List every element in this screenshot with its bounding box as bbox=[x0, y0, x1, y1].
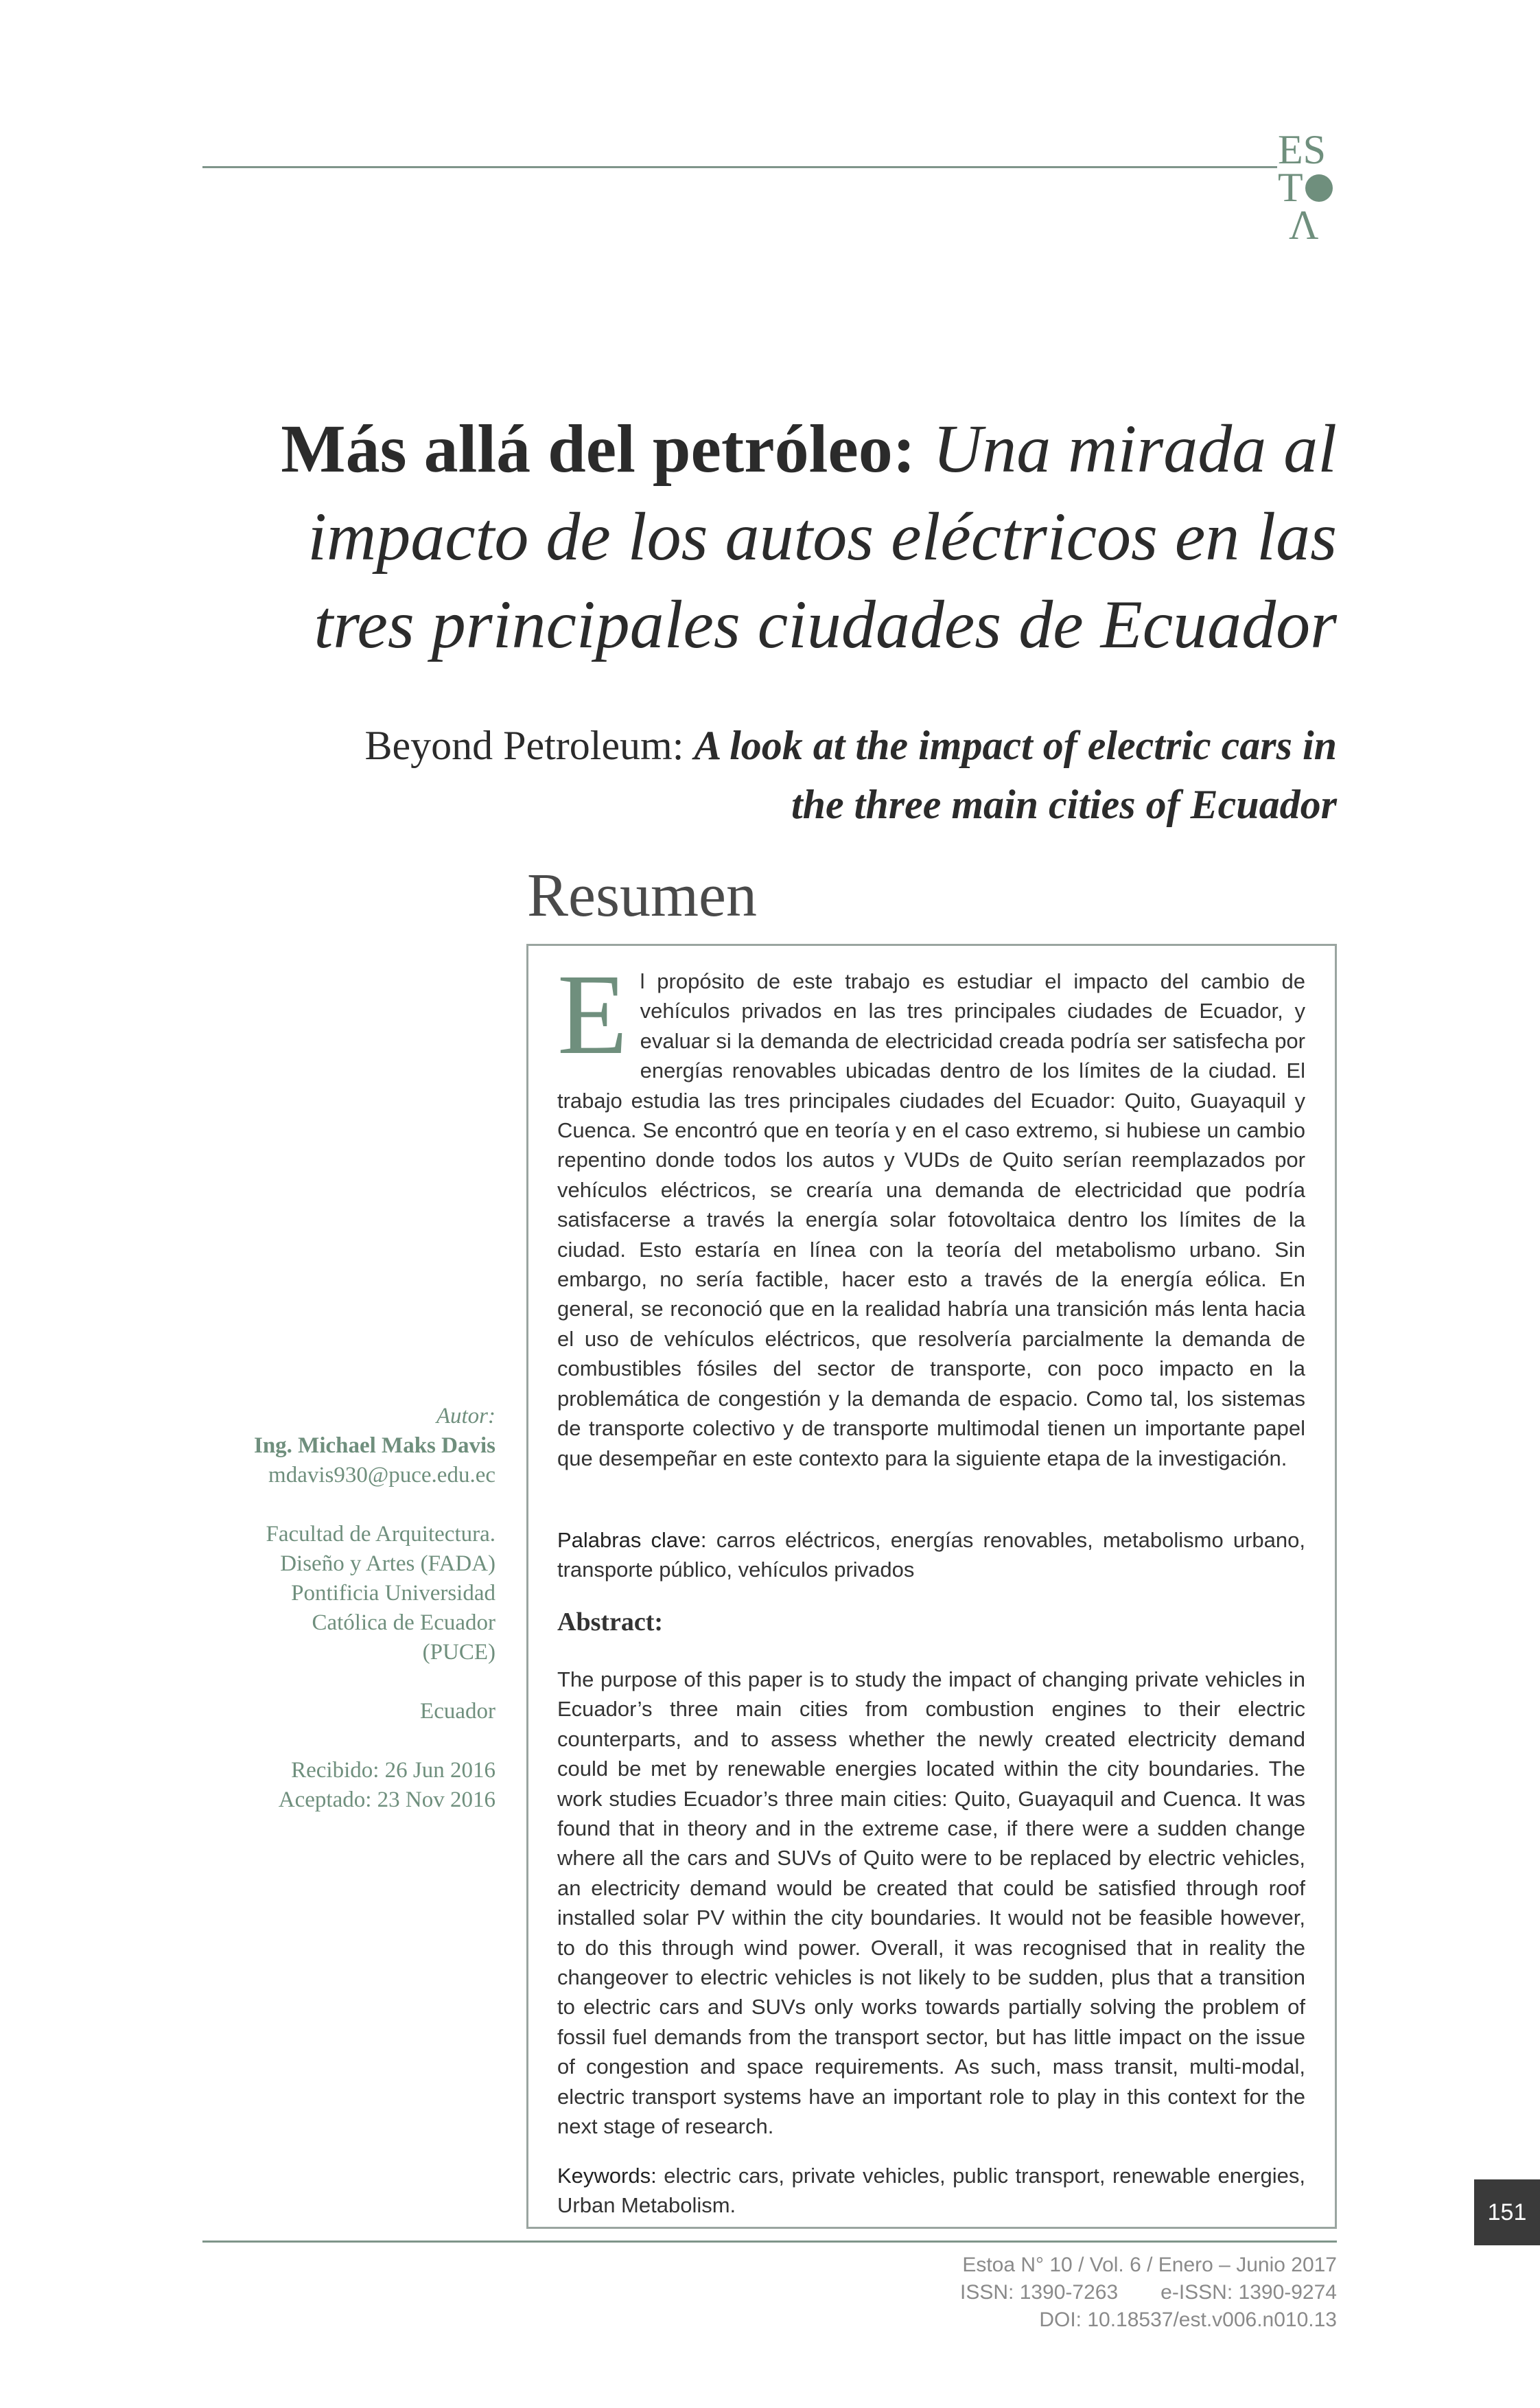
affiliation-line: Facultad de Arquitectura. bbox=[266, 1522, 495, 1547]
received-date: Recibido: 26 Jun 2016 bbox=[291, 1758, 495, 1783]
title-en-bold: Beyond Petroleum: bbox=[364, 723, 684, 768]
footer-journal: Estoa N° 10 / Vol. 6 / Enero – Junio 2017 bbox=[962, 2254, 1337, 2276]
page-number: 151 bbox=[1474, 2179, 1540, 2245]
title-en-line1: A look at the impact of electric cars in bbox=[694, 723, 1337, 768]
drop-cap: E bbox=[557, 951, 628, 1078]
logo-line1: ES bbox=[1278, 127, 1327, 172]
author-email[interactable]: mdavis930@puce.edu.ec bbox=[268, 1463, 495, 1487]
affiliation-line: Pontificia Universidad bbox=[291, 1581, 495, 1606]
affiliation-line: (PUCE) bbox=[422, 1640, 495, 1665]
footer-doi[interactable]: DOI: 10.18537/est.v006.n010.13 bbox=[1039, 2308, 1337, 2331]
author-country: Ecuador bbox=[420, 1699, 495, 1724]
title-es-line3: tres principales ciudades de Ecuador bbox=[314, 586, 1337, 662]
estoa-logo bbox=[1275, 129, 1338, 247]
title-spanish bbox=[170, 405, 1337, 669]
palabras-clave bbox=[557, 1525, 1305, 1585]
title-es-line2: impacto de los autos eléctricos en las bbox=[307, 498, 1337, 575]
footer-eissn: e-ISSN: 1390-9274 bbox=[1160, 2281, 1337, 2304]
logo-line2: T bbox=[1278, 165, 1303, 210]
keywords-label: Keywords: bbox=[557, 2164, 657, 2188]
footer-issn: ISSN: 1390-7263 bbox=[960, 2281, 1119, 2304]
affiliation-line: Católica de Ecuador bbox=[312, 1610, 495, 1635]
author-name: Ing. Michael Maks Davis bbox=[253, 1433, 495, 1458]
author-info bbox=[152, 1402, 495, 1815]
keywords-text: electric cars, private vehicles, public transport, renewable energies, Urban Metabolism. bbox=[557, 2164, 1305, 2218]
abstract-paragraph: The purpose of this paper is to study the impact of changing private vehicles in Ecuador’s three main cities from combustion engines to their electric counterparts, and to assess whether the newly created electricity demand could be met by renewable energies located within the city boundaries. The work studies Ecuador’s three main cities: Quito, Guayaquil and Cuenca. It was found that in theory and in the extreme case, if there were a sudden change where all the cars and SUVs of Quito were to be replaced by electric vehicles, an electricity demand would be created that could be satisfied through roof installed solar PV within the city boundaries. It would not be feasible however, to do this through wind power. Overall, it was recognised that in reality the changeover to electric vehicles is not likely to be sudden, plus that a transition to electric cars and SUVs only works towards partially solving the problem of fossil fuel demands from the transport sector, but has little impact on the issue of congestion and space requirements. As such, mass transit, multi-modal, electric transport systems have an important role to play in this context for the next stage of research. bbox=[557, 1667, 1305, 2139]
resumen-body: l propósito de este trabajo es estudiar el impacto del cambio de vehículos privados en las tres principales ciudades de Ecuador, y evaluar si la demanda de electricidad creada podría ser satisfecha por energías renovables ubicadas dentro de los límites de la ciudad. El trabajo estudia las tres principales ciudades del Ecuador: Quito, Guayaquil y Cuenca. Se encontró que en teoría y en el caso extremo, si hubiese un cambio repentino donde todos los autos y VUDs de Quito serían reemplazados por vehículos eléctricos, se crearía una demanda de electricidad que podría satisfacerse a través la energía solar fotovoltaica dentro los límites de la ciudad. Esto estaría en línea con la teoría del metabolismo urbano. Sin embargo, no sería factible, hacer esto a través de la energía eólica. En general, se reconoció que en la realidad habría una transición más lenta hacia el uso de vehículos eléctricos, que resolvería parcialmente la demanda de combustibles fósiles del sector de transporte, con poco impacto en la problemática de congestión y la demanda de espacio. Como tal, los sistemas de transporte colectivo y de transporte multimodal tienen un importante papel que desempeñar en este contexto para la siguiente etapa de la investigación. bbox=[557, 969, 1305, 1470]
resumen-heading: Resumen bbox=[527, 861, 757, 929]
keywords bbox=[557, 2161, 1305, 2221]
title-es-line1: Una mirada al bbox=[933, 410, 1337, 487]
accepted-date: Aceptado: 23 Nov 2016 bbox=[278, 1787, 495, 1812]
header-rule bbox=[202, 166, 1277, 168]
abstract-heading: Abstract: bbox=[557, 1608, 664, 1636]
footer bbox=[719, 2251, 1337, 2334]
title-en-line2: the three main cities of Ecuador bbox=[791, 782, 1337, 827]
title-es-bold: Más allá del petróleo: bbox=[281, 410, 916, 487]
affiliation-line: Diseño y Artes (FADA) bbox=[280, 1551, 495, 1576]
logo-dot bbox=[1305, 174, 1333, 202]
palabras-clave-text: carros eléctricos, energías renovables, metabolismo urbano, transporte público, vehículos privados bbox=[557, 1528, 1305, 1582]
palabras-clave-label: Palabras clave: bbox=[557, 1528, 707, 1552]
footer-rule bbox=[202, 2241, 1337, 2243]
logo-line3: Λ bbox=[1289, 202, 1319, 248]
resumen-paragraph bbox=[557, 951, 1305, 1473]
title-english bbox=[170, 716, 1337, 834]
author-label: Autor: bbox=[436, 1404, 495, 1428]
